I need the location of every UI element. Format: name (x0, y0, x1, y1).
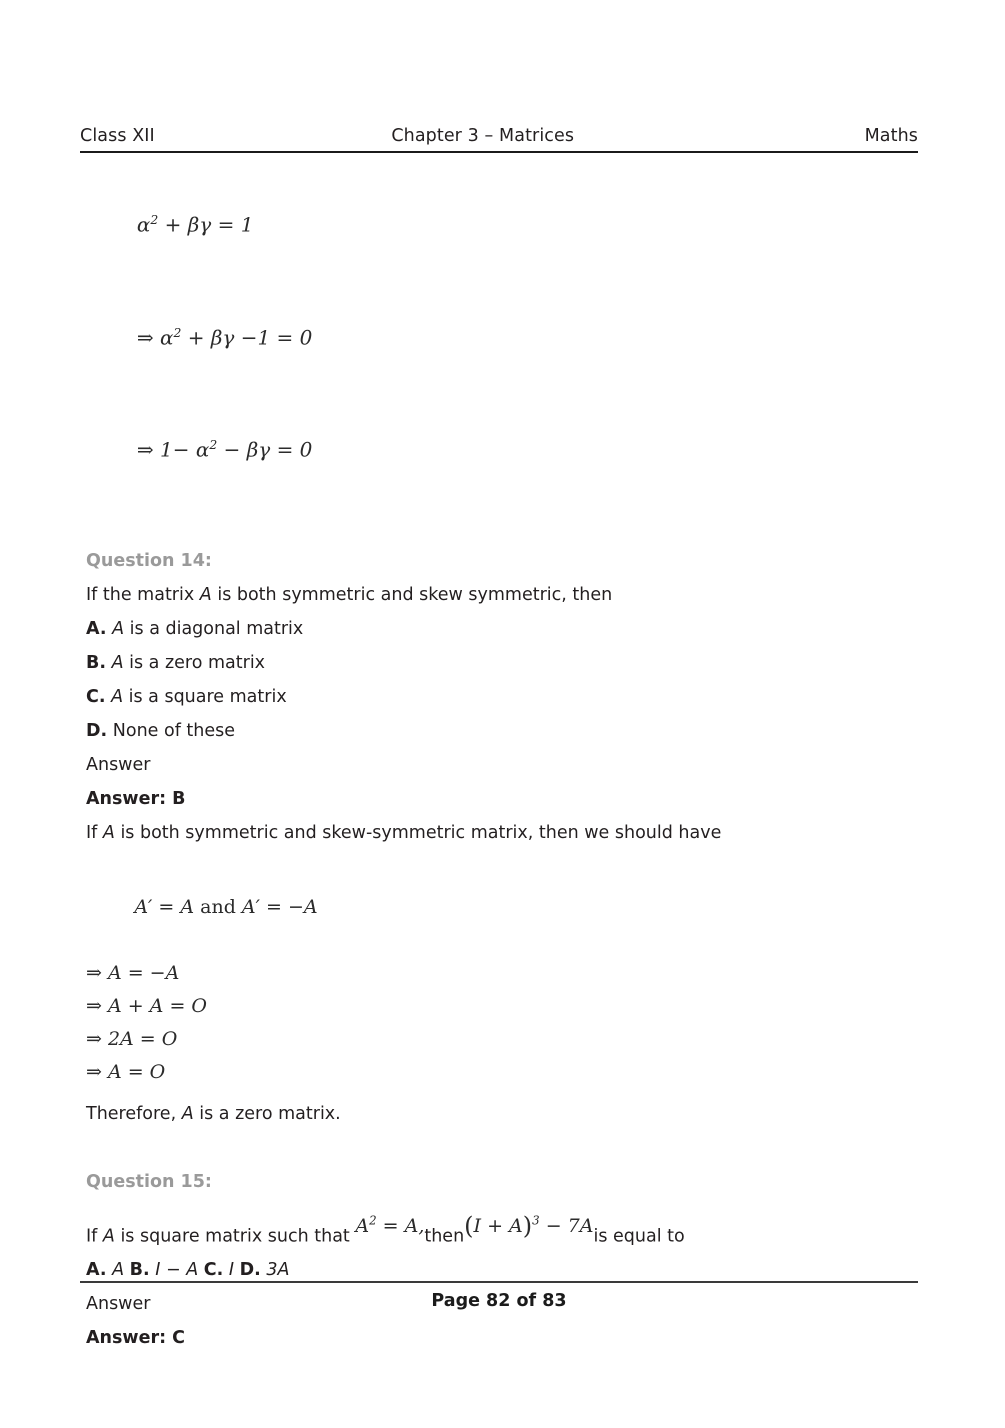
option-letter: C. (86, 686, 106, 707)
header-class: Class XII (80, 126, 155, 146)
option-c (86, 686, 926, 708)
equation-line: $\alpha^2 + \beta\gamma = 1$ (136, 212, 254, 237)
option-b (86, 652, 926, 674)
option-text: is a zero matrix (123, 652, 266, 673)
option-text: None of these (112, 720, 236, 741)
option-value-a: A (112, 1260, 125, 1281)
document-body (86, 166, 926, 1349)
option-letter: B. (86, 652, 106, 673)
option-letter: A. (86, 618, 107, 639)
proof-conjunction: and (194, 895, 242, 918)
option-variable: A (111, 652, 124, 673)
prompt-text-post: is equal to (593, 1226, 685, 1247)
option-text: is a square matrix (123, 686, 287, 707)
option-letter-c: C. (203, 1260, 224, 1281)
prompt-text-pre: If the matrix (86, 584, 200, 605)
option-letter: D. (86, 720, 108, 741)
page-header (80, 126, 918, 146)
equation-line: ⇒ 2A = O (86, 1027, 178, 1050)
option-letter-b: B. (129, 1260, 150, 1281)
equation-line: ⇒ A + A = O (86, 994, 207, 1017)
question-14-prompt (86, 584, 926, 606)
option-value-d: 3A (266, 1260, 290, 1281)
option-value-c: I (228, 1260, 234, 1281)
answer-label: Answer (86, 1294, 151, 1315)
conclusion-text (86, 1103, 926, 1125)
equation-block-proof (86, 858, 926, 1089)
option-variable: A (112, 618, 125, 639)
option-variable: A (111, 686, 124, 707)
answer-value: Answer: C (86, 1328, 186, 1349)
prompt-text-post: is both symmetric and skew symmetric, then (211, 584, 613, 605)
page-number: Page 82 of 83 (431, 1291, 567, 1311)
header-chapter: Chapter 3 – Matrices (391, 126, 575, 146)
prompt-variable: A (102, 1226, 115, 1247)
option-letter-d: D. (239, 1260, 261, 1281)
footer-divider (80, 1281, 918, 1283)
question-15-options (86, 1259, 926, 1281)
option-d (86, 720, 926, 742)
question-14-heading: Question 14: (86, 550, 212, 571)
inline-equation-expansion: $(I + A)^3 - 7A$ (464, 1212, 594, 1241)
answer-value: Answer: B (86, 788, 186, 809)
conclusion-pre: Therefore, (86, 1103, 182, 1124)
equation-line (86, 858, 926, 957)
equation-block-intro (86, 166, 926, 504)
option-text: is a diagonal matrix (124, 618, 304, 639)
conclusion-post: is a zero matrix. (193, 1103, 341, 1124)
option-letter-a: A. (86, 1260, 107, 1281)
prompt-text-mid: is square matrix such that (114, 1226, 356, 1247)
equation-line: ⇒ $1- \alpha^2 - \beta\gamma = 0$ (136, 437, 313, 462)
explanation-text (86, 822, 926, 844)
explanation-pre: If (86, 822, 103, 843)
option-value-b: I − A (155, 1260, 199, 1281)
prompt-text-pre: If (86, 1226, 103, 1247)
inline-equation-a-squared: $A^2 = A$, (355, 1213, 425, 1238)
question-15-prompt (86, 1212, 926, 1247)
equation-line: ⇒ $\alpha^2 + \beta\gamma -1 = 0$ (136, 324, 313, 350)
conclusion-variable: A (181, 1103, 194, 1124)
prompt-variable: A (199, 584, 212, 605)
proof-part-b: A′ = −A (241, 895, 318, 918)
equation-line: ⇒ A = O (86, 1060, 166, 1083)
prompt-then: then (424, 1226, 465, 1247)
header-divider (80, 151, 918, 153)
explanation-post: is both symmetric and skew-symmetric matrix, then we should have (114, 822, 722, 843)
explanation-variable: A (102, 822, 115, 843)
equation-line: ⇒ A = −A (86, 961, 180, 984)
header-subject: Maths (864, 126, 918, 146)
proof-part-a: A′ = A (134, 895, 195, 918)
answer-label: Answer (86, 754, 151, 775)
question-15-heading: Question 15: (86, 1171, 212, 1192)
option-a (86, 618, 926, 640)
